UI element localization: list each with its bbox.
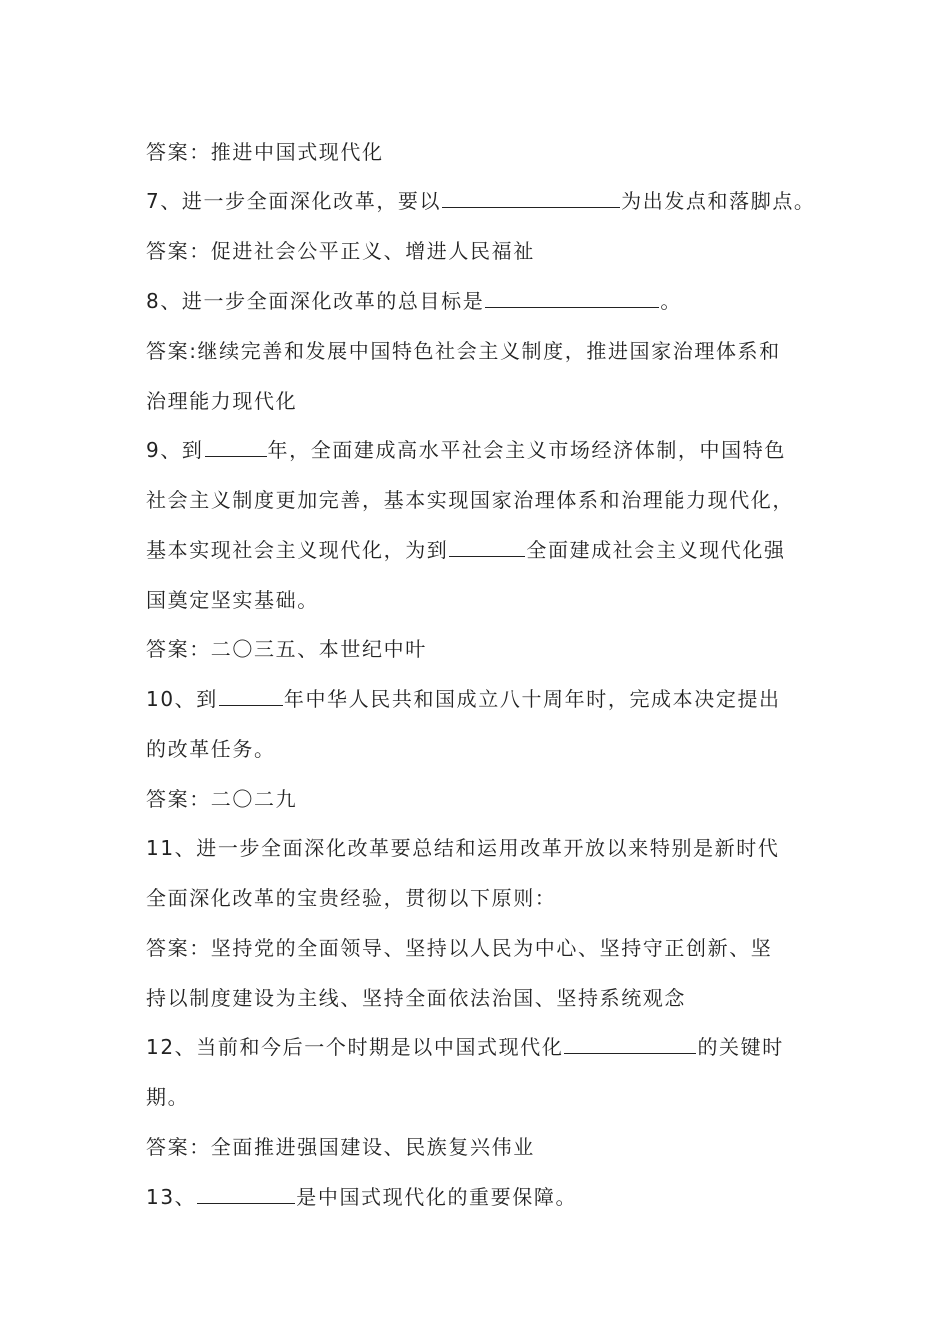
question-7	[146, 188, 816, 214]
question-13-blank	[197, 1185, 295, 1204]
answer-9-text: 答案：二〇三五、本世纪中叶	[146, 637, 427, 661]
question-9-text-start: 9、到	[146, 438, 204, 462]
question-7-text-start: 7、进一步全面深化改革，要以	[146, 189, 442, 213]
question-8-blank	[485, 289, 659, 308]
question-13-text-start: 13、	[146, 1185, 197, 1209]
answer-8-line-2	[146, 388, 297, 414]
question-9-text-3a: 基本实现社会主义现代化，为到	[146, 538, 449, 562]
question-10-text-cont: 年中华人民共和国成立八十周年时，完成本决定提出	[283, 687, 781, 711]
answer-8-text-2: 治理能力现代化	[146, 389, 298, 413]
question-9-text-4: 国奠定坚实基础。	[146, 588, 319, 612]
answer-7	[146, 238, 535, 264]
question-10-text-start: 10、到	[146, 687, 218, 711]
question-12-text-start: 12、当前和今后一个时期是以中国式现代化	[146, 1035, 564, 1059]
answer-11-line-1	[146, 935, 772, 961]
question-12-line-2	[146, 1084, 189, 1110]
question-9-line-3	[146, 537, 786, 563]
answer-8-line-1	[146, 338, 781, 364]
answer-7-text: 答案：促进社会公平正义、增进人民福祉	[146, 239, 535, 263]
answer-9	[146, 636, 427, 662]
question-9-text-2: 社会主义制度更加完善，基本实现国家治理体系和治理能力现代化，	[146, 488, 794, 512]
answer-8-text-1: 答案:继续完善和发展中国特色社会主义制度，推进国家治理体系和	[146, 339, 781, 363]
question-9-line-2	[146, 487, 794, 513]
answer-11-text-1: 答案：坚持党的全面领导、坚持以人民为中心、坚持守正创新、坚	[146, 936, 773, 960]
question-10-line-1	[146, 686, 781, 712]
question-9-line-1	[146, 437, 786, 463]
question-7-blank	[442, 189, 620, 208]
question-13-text-end: 是中国式现代化的重要保障。	[296, 1185, 578, 1209]
question-8-text-start: 8、进一步全面深化改革的总目标是	[146, 289, 485, 313]
question-10-blank	[219, 687, 283, 706]
question-9-text-3b: 全面建成社会主义现代化强	[526, 538, 786, 562]
answer-12	[146, 1134, 535, 1160]
question-10-line-2	[146, 736, 276, 762]
answer-11-text-2: 持以制度建设为主线、坚持全面依法治国、坚持系统观念	[146, 986, 686, 1010]
question-12-text-end: 的关键时	[697, 1035, 784, 1059]
question-9-line-4	[146, 587, 319, 613]
answer-11-line-2	[146, 985, 686, 1011]
question-7-text-end: 为出发点和落脚点。	[621, 189, 816, 213]
question-11-line-1	[146, 835, 779, 861]
question-12-line-1	[146, 1034, 784, 1060]
question-13	[146, 1184, 577, 1210]
question-11-line-2	[146, 885, 556, 911]
answer-10-text: 答案：二〇二九	[146, 787, 298, 811]
question-9-blank-1	[205, 438, 267, 457]
question-12-blank	[564, 1035, 696, 1054]
question-9-blank-2	[449, 538, 525, 557]
question-11-text-2: 全面深化改革的宝贵经验，贯彻以下原则：	[146, 886, 557, 910]
question-9-text-cont: 年，全面建成高水平社会主义市场经济体制，中国特色	[267, 438, 786, 462]
answer-12-text: 答案：全面推进强国建设、民族复兴伟业	[146, 1135, 535, 1159]
question-11-text-1: 11、进一步全面深化改革要总结和运用改革开放以来特别是新时代	[146, 836, 780, 860]
question-8-text-end: 。	[660, 289, 682, 313]
question-12-text-2: 期。	[146, 1085, 190, 1109]
answer-6	[146, 139, 384, 165]
question-8	[146, 288, 682, 314]
question-10-text-2: 的改革任务。	[146, 737, 276, 761]
answer-6-text: 答案：推进中国式现代化	[146, 140, 384, 164]
answer-10	[146, 786, 297, 812]
